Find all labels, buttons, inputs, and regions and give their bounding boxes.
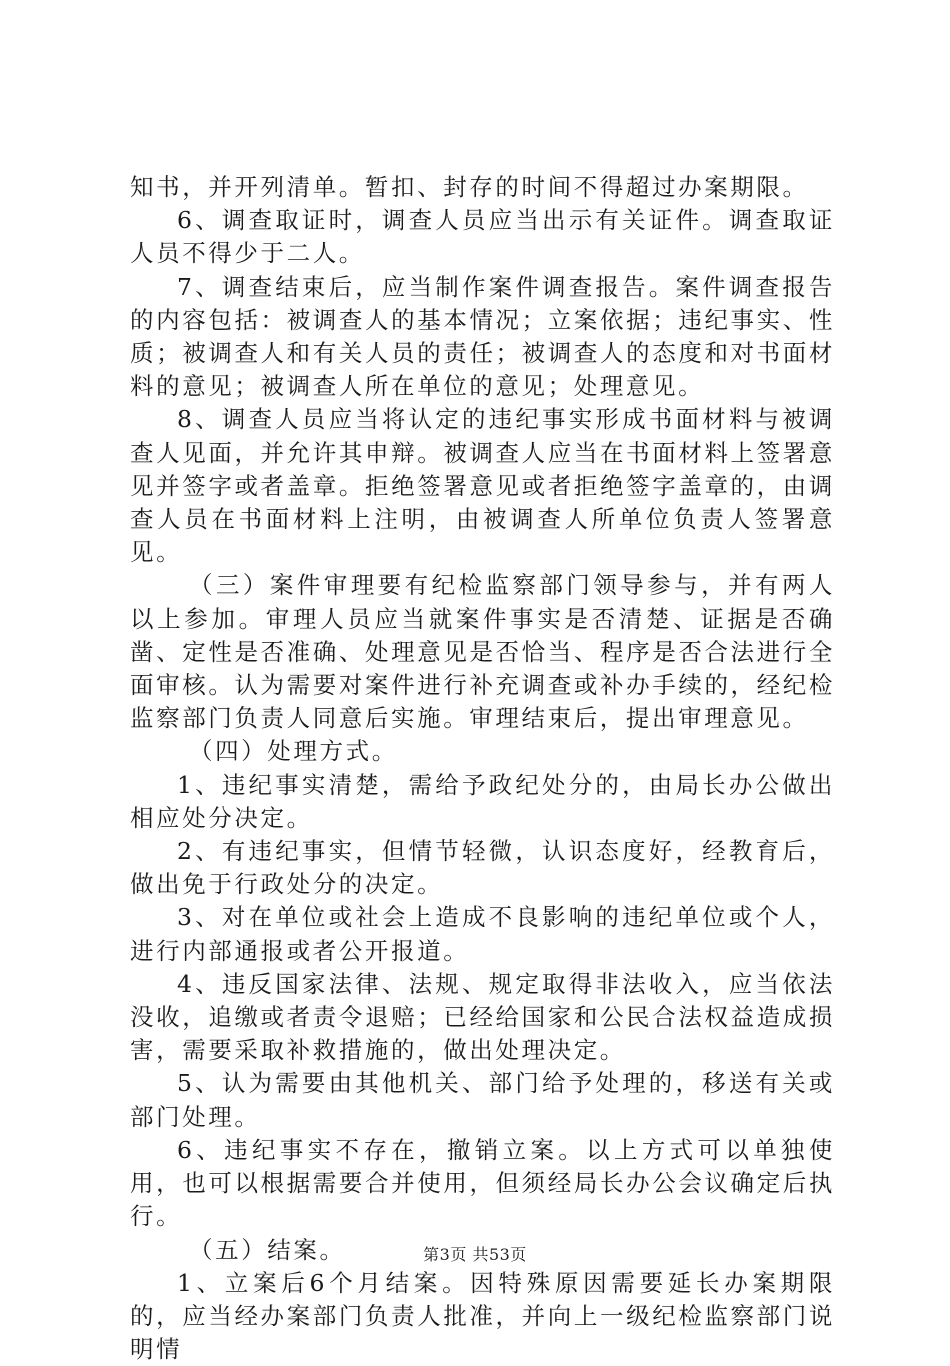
paragraph-continuation: 知书，并开列清单。暂扣、封存的时间不得超过办案期限。 xyxy=(130,173,809,201)
paragraph-item-6: 6、调查取证时，调查人员应当出示有关证件。调查取证人员不得少于二人。 xyxy=(130,206,835,268)
document-body xyxy=(130,171,835,1366)
paragraph-handling-6: 6、违纪事实不存在，撤销立案。以上方式可以单独使用，也可以根据需要合并使用，但须经局长办公会议确定后执行。 xyxy=(130,1135,835,1231)
paragraph-handling-3: 3、对在单位或社会上造成不良影响的违纪单位或个人，进行内部通报或者公开报道。 xyxy=(130,903,835,965)
paragraph-item-7: 7、调查结束后，应当制作案件调查报告。案件调查报告的内容包括：被调查人的基本情况；立案依据；违纪事实、性质；被调查人和有关人员的责任；被调查人的态度和对书面材料的意见；被调查人所在单位的意见；处理意见。 xyxy=(130,272,835,401)
paragraph-handling-1: 1、违纪事实清楚，需给予政纪处分的，由局长办公做出相应处分决定。 xyxy=(130,770,835,832)
paragraph-closing-1: 1、立案后6个月结案。因特殊原因需要延长办案期限的，应当经办案部门负责人批准，并向上一级纪检监察部门说明情 xyxy=(130,1268,835,1364)
paragraph-handling-2: 2、有违纪事实，但情节轻微，认识态度好，经教育后，做出免于行政处分的决定。 xyxy=(130,837,835,899)
section-heading-4: （四）处理方式。 xyxy=(189,737,398,766)
paragraph-section-3: （三）案件审理要有纪检监察部门领导参与，并有两人以上参加。审理人员应当就案件事实是否清楚、证据是否确凿、定性是否准确、处理意见是否恰当、程序是否合法进行全面审核。认为需要对案件进行补充调查或补办手续的，经纪检监察部门负责人同意后实施。审理结束后，提出审理意见。 xyxy=(130,571,835,733)
paragraph-handling-4: 4、违反国家法律、法规、规定取得非法收入，应当依法没收，追缴或者责令退赔；已经给国家和公民合法权益造成损害，需要采取补救措施的，做出处理决定。 xyxy=(130,969,835,1065)
page-number-footer: 第3页 共53页 xyxy=(423,1245,527,1264)
paragraph-item-8: 8、调查人员应当将认定的违纪事实形成书面材料与被调查人见面，并允许其申辩。被调查人应当在书面材料上签署意见并签字或者盖章。拒绝签署意见或者拒绝签字盖章的，由调查人员在书面材料上注明，由被调查人所单位负责人签署意见。 xyxy=(130,405,835,567)
paragraph-handling-5: 5、认为需要由其他机关、部门给予处理的，移送有关或部门处理。 xyxy=(130,1069,835,1131)
section-heading-5: （五）结案。 xyxy=(189,1235,346,1264)
